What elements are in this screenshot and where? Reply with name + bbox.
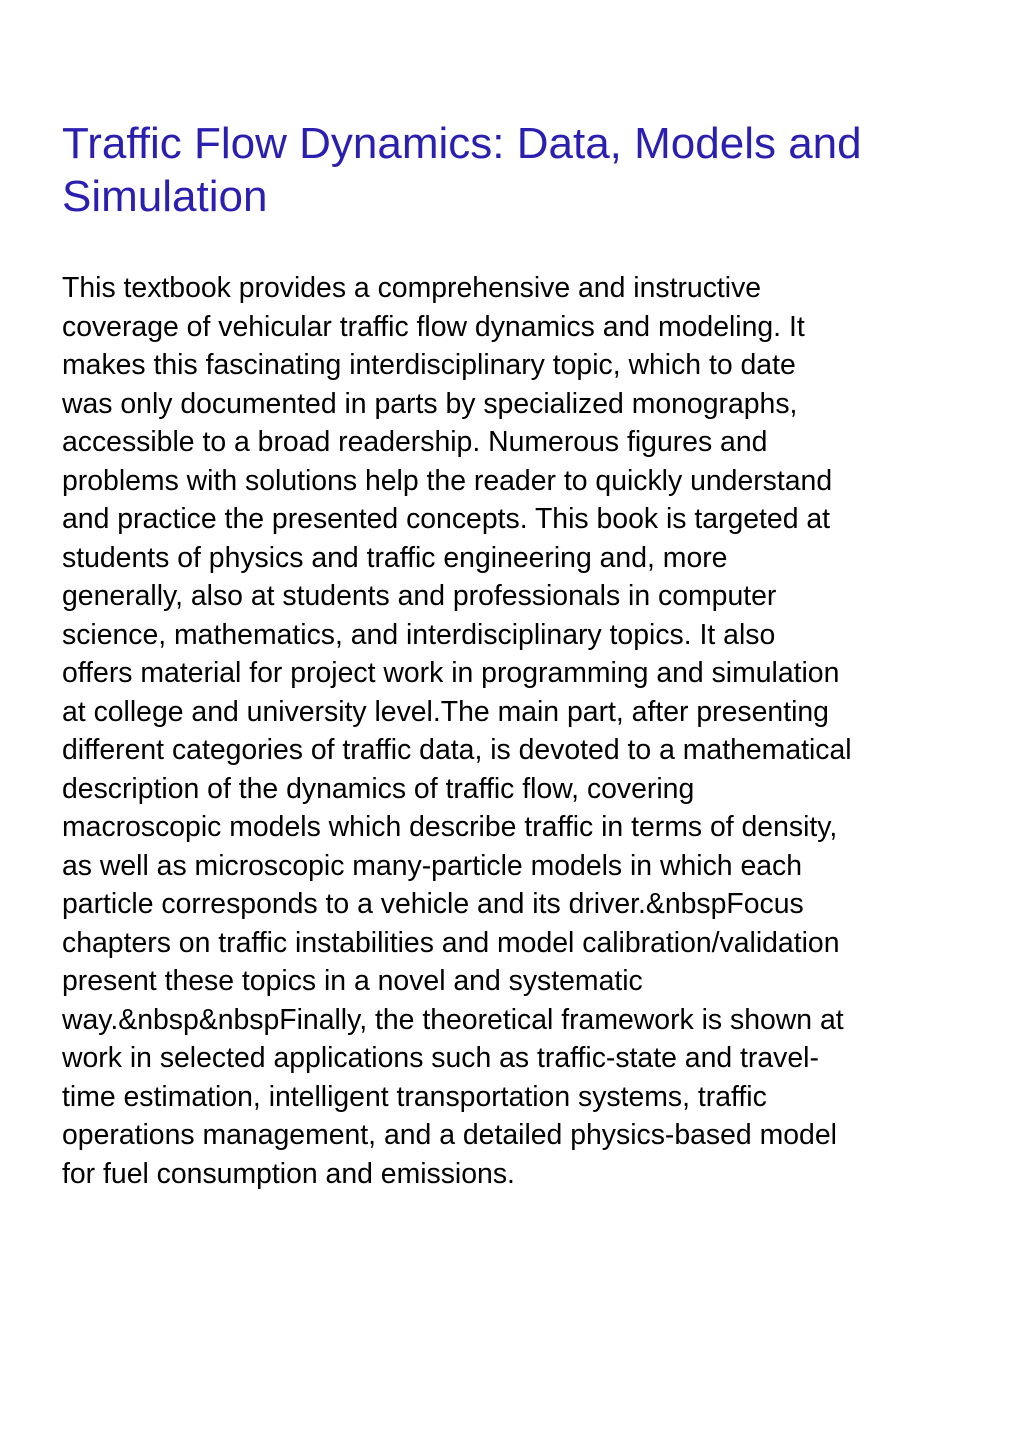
body-line: operations management, and a detailed physics-based model [62, 1119, 837, 1151]
body-line: different categories of traffic data, is devoted to a mathematical [62, 734, 852, 766]
body-line: present these topics in a novel and systematic [62, 965, 643, 997]
body-line: This textbook provides a comprehensive and instructive [62, 272, 762, 304]
body-line: makes this fascinating interdisciplinary topic, which to date [62, 349, 796, 381]
body-line: for fuel consumption and emissions. [62, 1157, 515, 1190]
body-line: accessible to a broad readership. Numerous figures and [62, 426, 768, 458]
body-line: offers material for project work in programming and simulation [62, 657, 840, 689]
body-line: and practice the presented concepts. This book is targeted at [62, 503, 831, 535]
body-line: problems with solutions help the reader to quickly understand [62, 464, 833, 497]
body-line: time estimation, intelligent transportation systems, traffic [62, 1080, 767, 1113]
body-line: science, mathematics, and interdisciplinary topics. It also [62, 618, 776, 651]
body-line: coverage of vehicular traffic flow dynamics and modeling. It [62, 310, 805, 343]
body-line: way.&nbsp&nbspFinally, the theoretical framework is shown at [62, 1003, 844, 1036]
body-line: generally, also at students and professionals in computer [62, 580, 777, 612]
body-line: at college and university level.The main part, after presenting [62, 695, 829, 728]
body-line: work in selected applications such as traffic-state and travel- [62, 1042, 819, 1074]
document-title: Traffic Flow Dynamics: Data, Models and Simulation [62, 119, 862, 221]
body-line: macroscopic models which describe traffic in terms of density, [62, 811, 838, 843]
body-line: was only documented in parts by specialized monographs, [62, 387, 798, 420]
body-line: particle corresponds to a vehicle and its driver.&nbspFocus [62, 888, 804, 920]
body-line: students of physics and traffic engineering and, more [62, 541, 728, 574]
body-line: as well as microscopic many-particle models in which each [62, 849, 803, 882]
document-body [62, 269, 1002, 1193]
body-line: description of the dynamics of traffic flow, covering [62, 772, 695, 805]
body-line: chapters on traffic instabilities and model calibration/validation [62, 926, 840, 959]
